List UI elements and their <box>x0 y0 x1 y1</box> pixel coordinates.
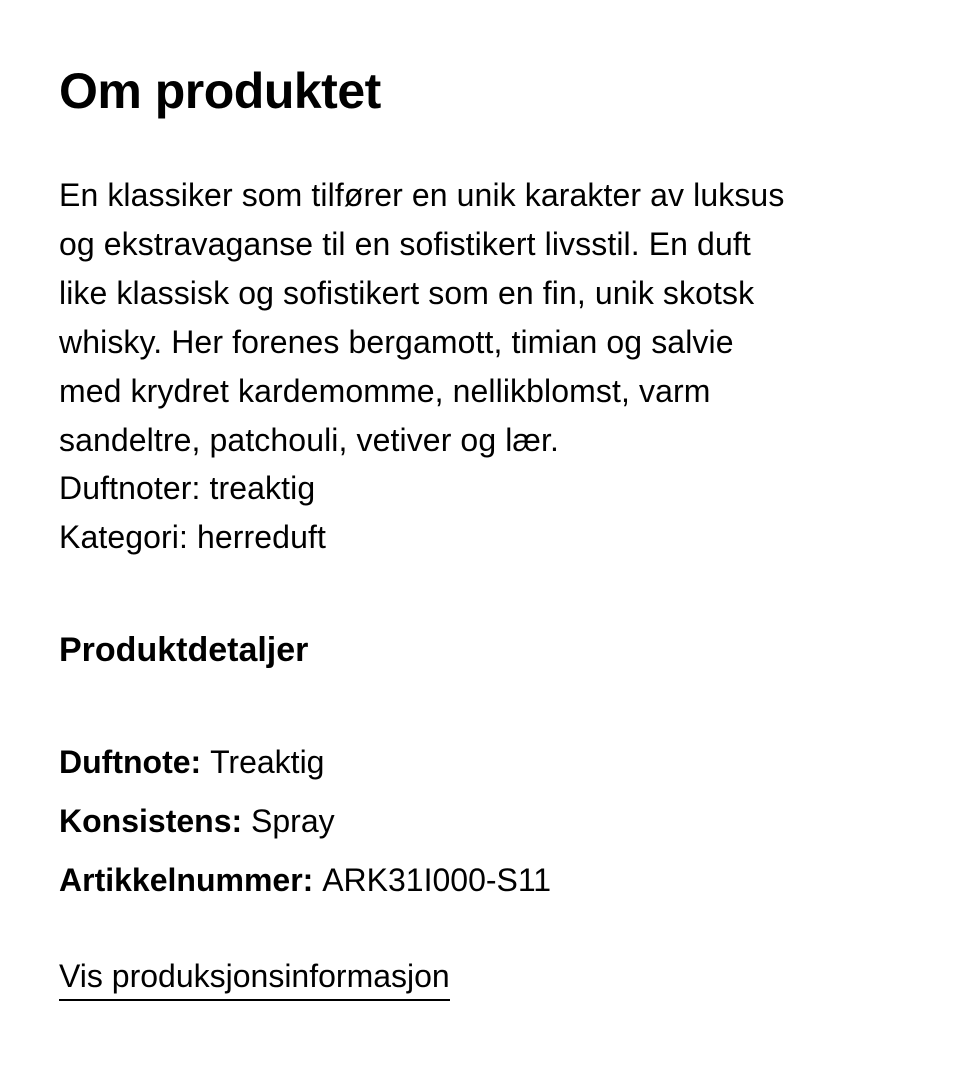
product-description <box>59 171 909 562</box>
description-line: whisky. Her forenes bergamott, timian og salvie <box>59 323 734 360</box>
section-title-product-details: Produktdetaljer <box>59 631 309 669</box>
detail-label: Duftnote: <box>59 744 211 780</box>
detail-value: ARK31I000-S11 <box>322 862 552 898</box>
description-line: sandeltre, patchouli, vetiver og lær. <box>59 421 559 458</box>
description-line: like klassisk og sofistikert som en fin, unik skotsk <box>59 274 755 311</box>
scent-notes-line: Duftnoter: treaktig <box>59 470 316 507</box>
detail-row-consistency <box>59 799 335 843</box>
detail-value: Spray <box>251 803 335 839</box>
detail-value: Treaktig <box>210 744 325 780</box>
description-line: og ekstravaganse til en sofistikert livsstil. En duft <box>59 225 751 262</box>
detail-label: Artikkelnummer: <box>59 862 323 898</box>
detail-label: Konsistens: <box>59 803 252 839</box>
description-line: En klassiker som tilfører en unik karakter av luksus <box>59 177 785 213</box>
description-line: med krydret kardemomme, nellikblomst, varm <box>59 372 711 409</box>
detail-row-scent-note <box>59 740 324 784</box>
category-line: Kategori: herreduft <box>59 519 326 556</box>
section-title-about: Om produktet <box>59 63 381 119</box>
detail-row-article-number <box>59 858 551 902</box>
production-info-link[interactable]: Vis produksjonsinformasjon <box>59 954 450 1001</box>
